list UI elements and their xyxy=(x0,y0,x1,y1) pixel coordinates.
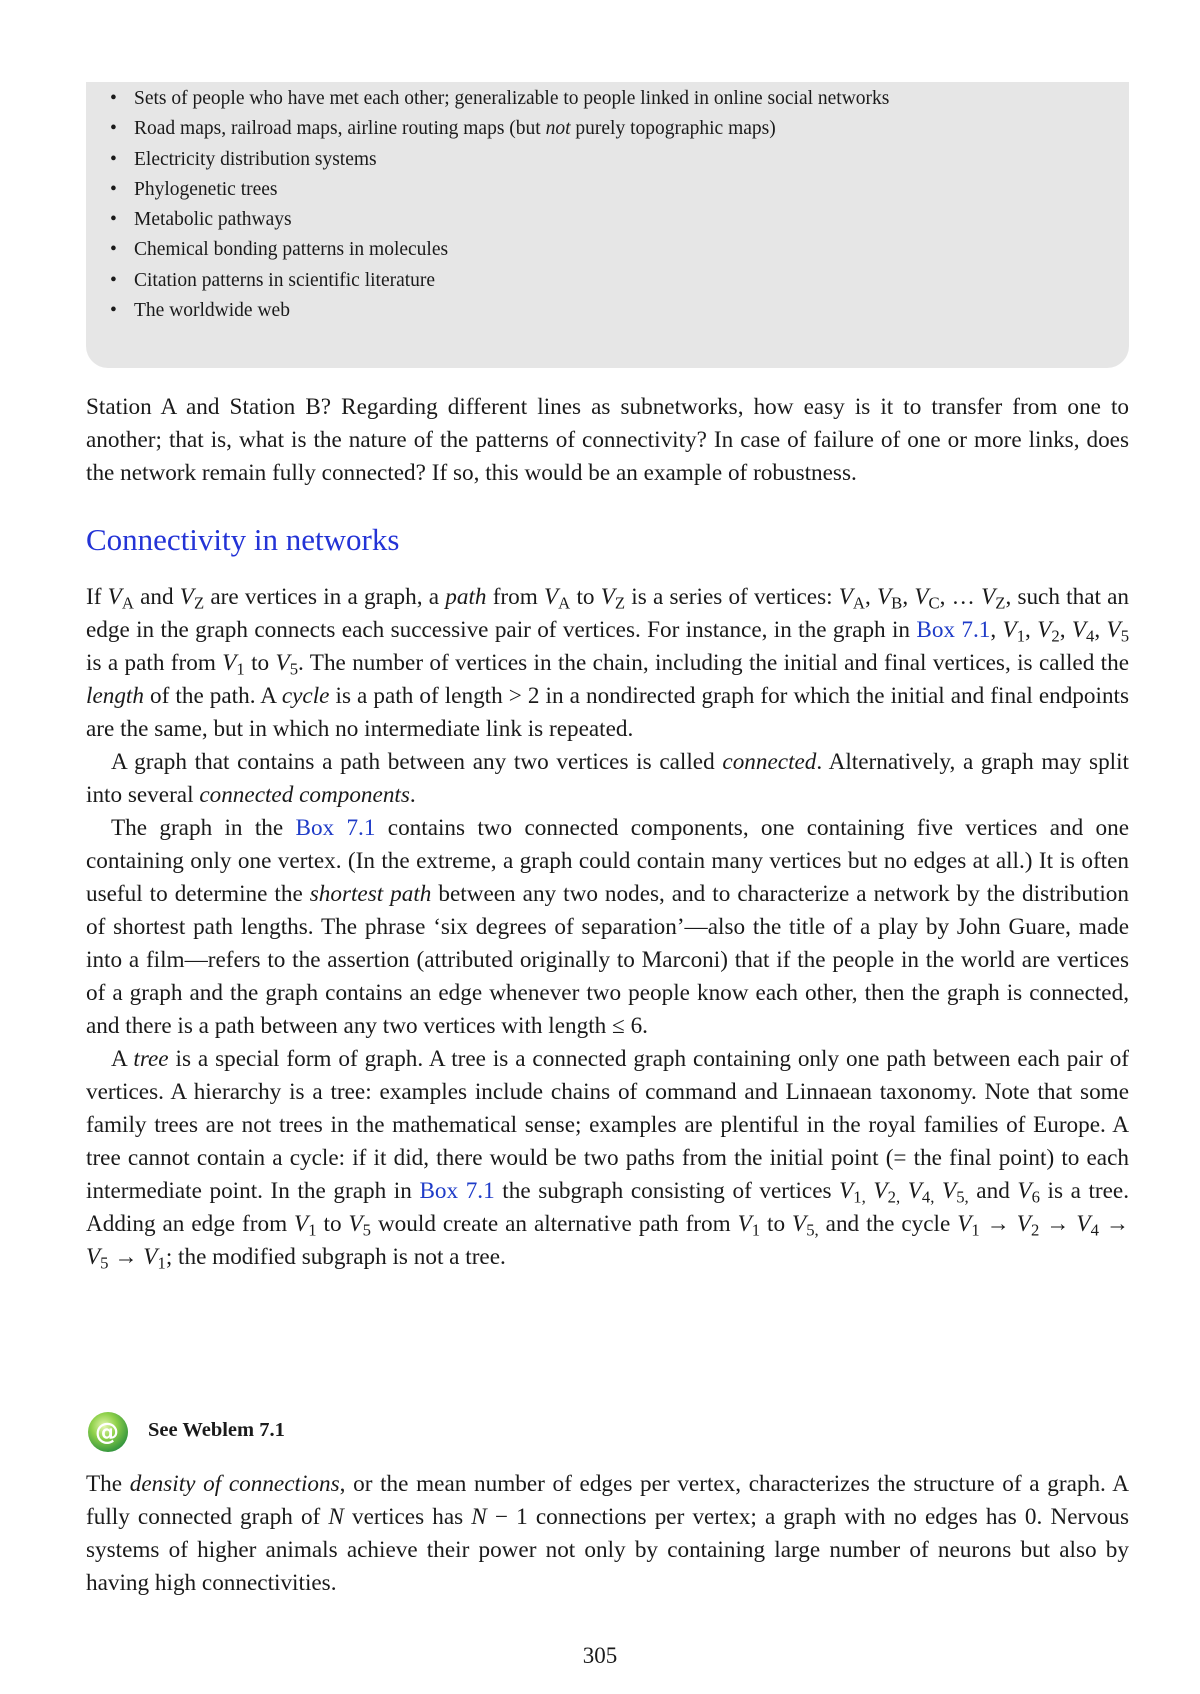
paragraph-path: If $V_A$ and $V_Z$ are vertices in a graph, a path from $V_A$ to $V_Z$ is a series of vertices: $V_A$, $V_B$, $V_C$, … $V_Z$, such that an edge in the graph connects each successive pair of vertices. For instance, in the graph in Box 7.1, $V_1$, $V_2$, $V_4$, $V_5$ is a path from $V_1$ to $V_5$. The number of vertices in the chain, including the initial and final vertices, is called the length of the path. A cycle is a path of length > 2 in a nondirected graph for which the initial and final endpoints are the same, but in which no intermediate link is repeated. xyxy=(86,584,1130,742)
box-7-1-link[interactable]: Box 7.1 xyxy=(916,617,991,643)
box-7-1-link[interactable]: Box 7.1 xyxy=(295,815,376,841)
info-box xyxy=(86,82,1129,368)
paragraph-components: The graph in the Box 7.1 contains two connected components, one containing five vertices and one containing only one vertex. (In the extreme, a graph could contain many vertices but no edges at all.) It is often useful to determine the shortest path between any two nodes, and to characterize a network by the distribution of shortest path lengths. The phrase ‘six degrees of separation’—also the title of a play by John Guare, made into a film—refers to the assertion (attributed originally to Marconi) that if the people in the world are vertices of a graph and the graph contains an edge whenever two people know each other, then the graph is connected, and there is a path between any two vertices with length ≤ 6. xyxy=(86,815,1129,1039)
list-item: • Road maps, railroad maps, airline routing maps (but not purely topographic maps) xyxy=(110,114,889,144)
list-item: • Sets of people who have met each other; generalizable to people linked in online social networks xyxy=(110,84,889,114)
intro-paragraph: Station A and Station B? Regarding different lines as subnetworks, how easy is it to transfer from one to another; that is, what is the nature of the patterns of connectivity? In case of failure of one or more links, does the network remain fully connected? If so, this would be an example of robustness. xyxy=(86,394,1129,486)
paragraph-tree: A tree is a special form of graph. A tree is a connected graph containing only one path between each pair of vertices. A hierarchy is a tree: examples include chains of command and Linnaean taxonomy. Note that some family trees are not trees in the mathematical sense; examples are plentiful in the royal families of Europe. A tree cannot contain a cycle: if it did, there would be two paths from the initial point (= the final point) to each intermediate point. In the graph in Box 7.1 the subgraph consisting of vertices $V_{1,}$ $V_{2,}$ $V_{4,}$ $V_{5,}$ and $V_6$ is a tree. Adding an edge from $V_1$ to $V_5$ would create an alternative path from $V_1$ to $V_{5,}$ and the cycle $V_1 \to V_2 \to V_4 \to V_5 \to V_1$; the modified subgraph is not a tree. xyxy=(86,1046,1130,1273)
example-list xyxy=(110,84,889,326)
list-item: • Chemical bonding patterns in molecules xyxy=(110,235,889,265)
box-7-1-link[interactable]: Box 7.1 xyxy=(419,1178,495,1204)
list-item: • Phylogenetic trees xyxy=(110,175,889,205)
list-item: • The worldwide web xyxy=(110,296,889,326)
list-item: • Citation patterns in scientific literature xyxy=(110,266,889,296)
list-item: • Metabolic pathways xyxy=(110,205,889,235)
page-number: 305 xyxy=(582,1643,618,1668)
paragraph-connected: A graph that contains a path between any two vertices is called connected. Alternatively, a graph may split into several connected components. xyxy=(86,749,1130,808)
body-text xyxy=(86,581,1129,1274)
weblem-label: See Weblem 7.1 xyxy=(148,1419,285,1441)
density-paragraph: The density of connections, or the mean number of edges per vertex, characterizes the structure of a graph. A fully connected graph of N vertices has N − 1 connections per vertex; a graph with no edges has 0. Nervous systems of higher animals achieve their power not only by containing large number of neurons but also by having high connectivities. xyxy=(86,1471,1130,1596)
list-item: • Electricity distribution systems xyxy=(110,145,889,175)
svg-text:@: @ xyxy=(95,1418,119,1446)
section-heading: Connectivity in networks xyxy=(86,522,400,557)
weblem-at-icon xyxy=(86,1410,130,1454)
